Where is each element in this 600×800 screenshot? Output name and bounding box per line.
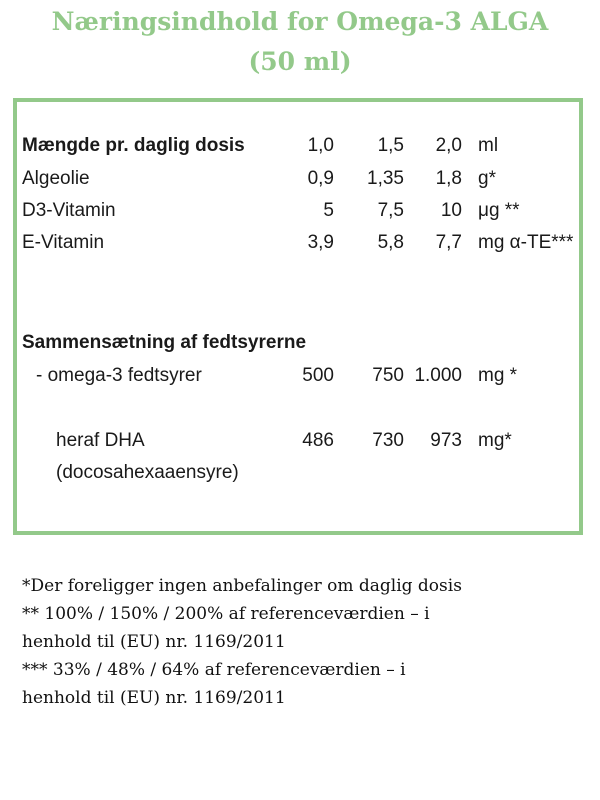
footnote-line: *** 33% / 48% / 64% af referenceværdien – i bbox=[22, 660, 406, 680]
dha-value-3: 973 bbox=[430, 430, 462, 451]
section-heading: Sammensætning af fedtsyrerne bbox=[22, 332, 307, 353]
dha-sublabel: (docosahexaaensyre) bbox=[56, 462, 239, 483]
section-heading-row bbox=[0, 328, 600, 358]
row-value-2: 1,35 bbox=[367, 168, 404, 189]
footnote-line: henhold til (EU) nr. 1169/2011 bbox=[22, 688, 286, 708]
dose-unit: ml bbox=[478, 135, 499, 156]
row-unit: mg α-TE*** bbox=[478, 232, 574, 253]
row-value-2: 5,8 bbox=[377, 232, 404, 253]
dha-label: heraf DHA bbox=[56, 430, 145, 451]
footnote-line: *Der foreligger ingen anbefalinger om daglig dosis bbox=[22, 576, 462, 596]
row-label: Algeolie bbox=[22, 168, 90, 189]
row-value-3: 1,8 bbox=[435, 168, 462, 189]
title-line-1: Næringsindhold for Omega-3 ALGA bbox=[51, 7, 549, 36]
row-value-3: 7,7 bbox=[435, 232, 462, 253]
dose-label: Mængde pr. daglig dosis bbox=[22, 135, 245, 156]
omega-unit: mg * bbox=[478, 365, 518, 386]
omega-row bbox=[0, 361, 600, 391]
row-unit: μg ** bbox=[478, 200, 520, 221]
footnote-line: henhold til (EU) nr. 1169/2011 bbox=[22, 632, 286, 652]
row-label: D3-Vitamin bbox=[22, 200, 116, 221]
row-label: E-Vitamin bbox=[22, 232, 105, 253]
row-value-3: 10 bbox=[440, 200, 462, 221]
dha-value-2: 730 bbox=[372, 430, 404, 451]
title-line-2: (50 ml) bbox=[248, 47, 352, 76]
row-value-1: 5 bbox=[323, 200, 334, 221]
dose-value-3: 2,0 bbox=[435, 135, 462, 156]
row-value-1: 3,9 bbox=[307, 232, 334, 253]
row-unit: g* bbox=[478, 168, 496, 189]
row-value-2: 7,5 bbox=[377, 200, 404, 221]
dose-value-1: 1,0 bbox=[307, 135, 334, 156]
dha-value-1: 486 bbox=[302, 430, 334, 451]
omega-value-1: 500 bbox=[302, 365, 334, 386]
page-title bbox=[0, 2, 600, 82]
footnotes bbox=[22, 572, 582, 712]
table-row bbox=[0, 164, 600, 194]
row-value-1: 0,9 bbox=[307, 168, 334, 189]
omega-value-2: 750 bbox=[372, 365, 404, 386]
footnote-line: ** 100% / 150% / 200% af referenceværdien – i bbox=[22, 604, 430, 624]
dose-value-2: 1,5 bbox=[377, 135, 404, 156]
dha-unit: mg* bbox=[478, 430, 512, 451]
dose-row bbox=[0, 131, 600, 161]
dha-row bbox=[0, 426, 600, 456]
table-row bbox=[0, 228, 600, 258]
omega-value-3: 1.000 bbox=[414, 365, 462, 386]
table-row bbox=[0, 196, 600, 226]
omega-label: - omega-3 fedtsyrer bbox=[36, 365, 202, 386]
